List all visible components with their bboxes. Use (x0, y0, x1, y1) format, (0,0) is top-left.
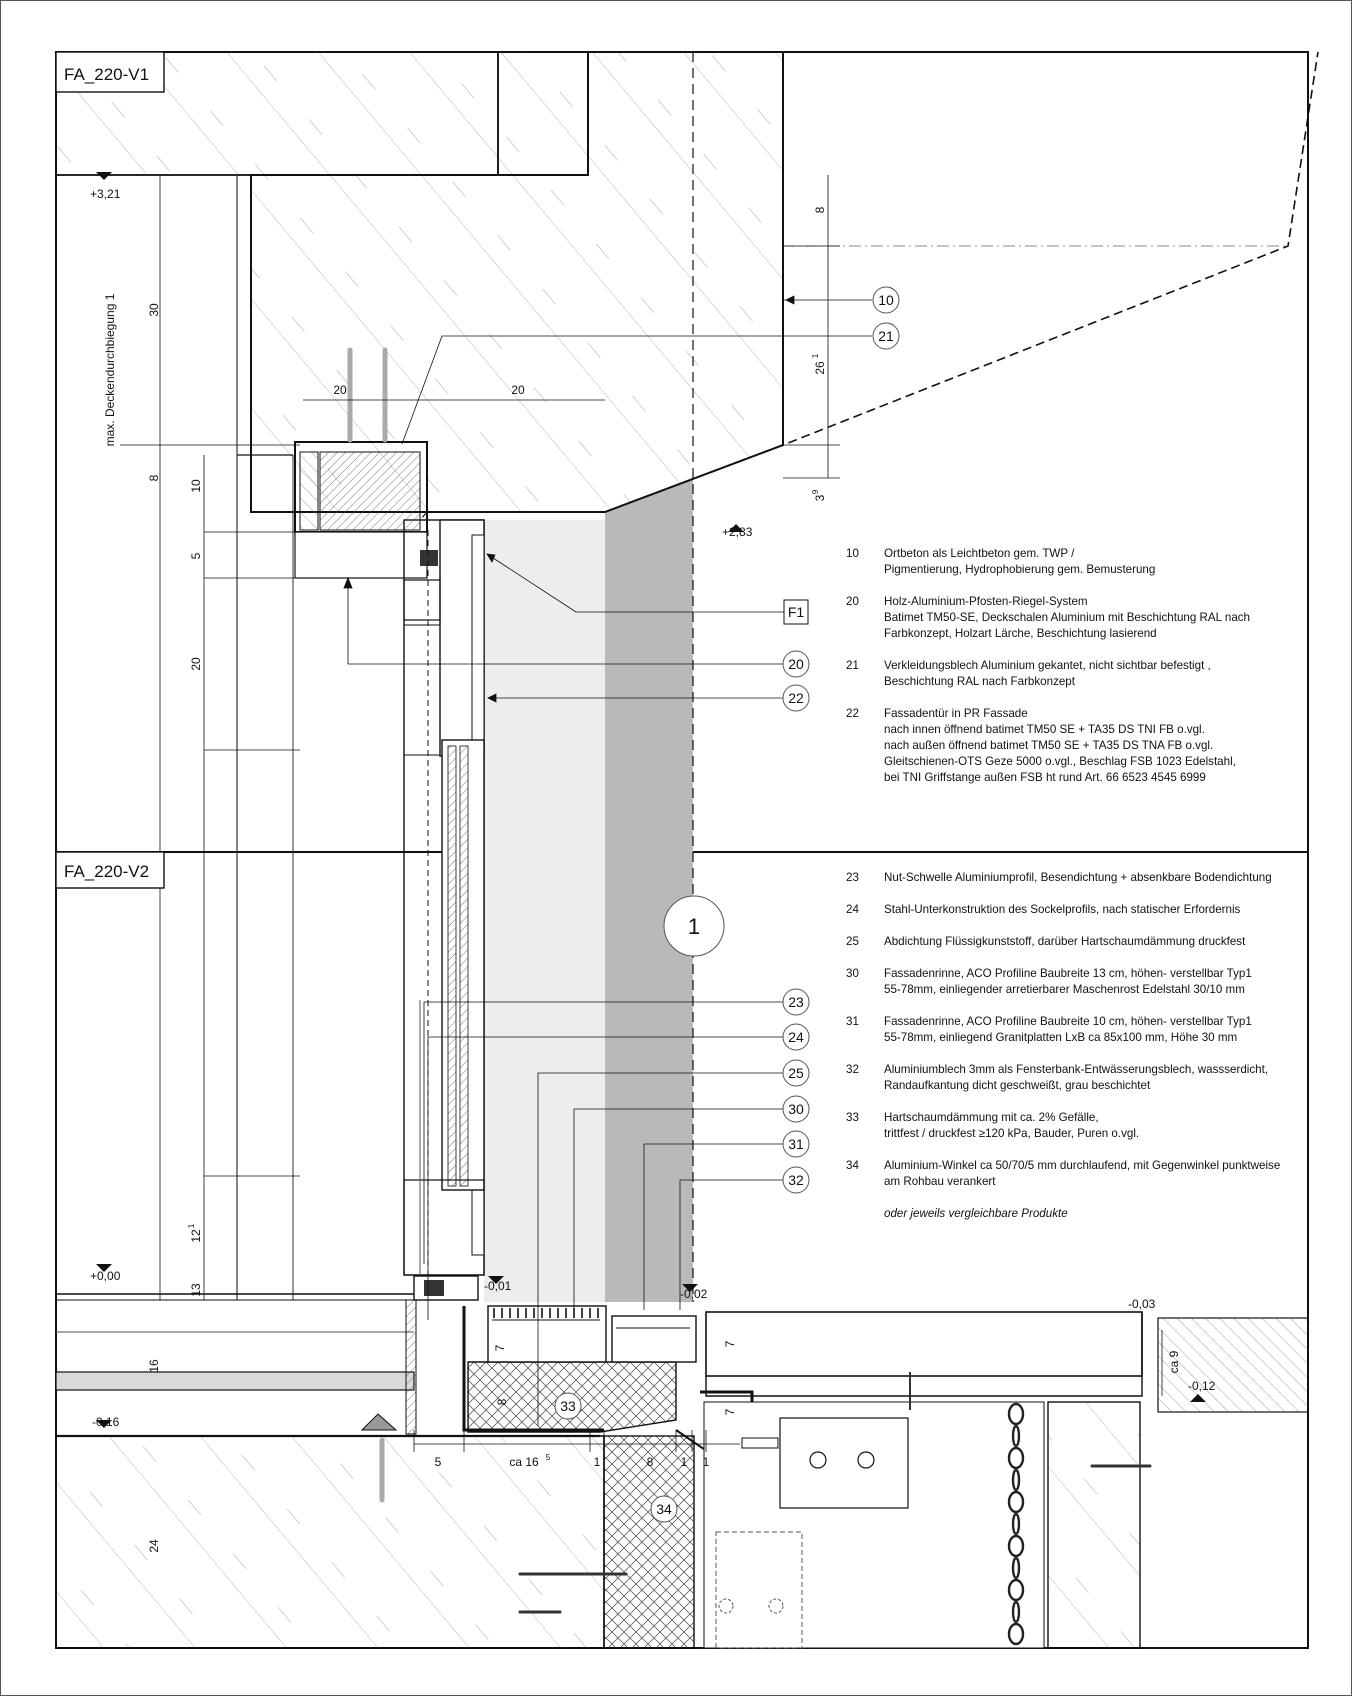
legend-num: 25 (846, 935, 859, 948)
dim-16: 16 (147, 1359, 161, 1373)
dim-5: 5 (189, 552, 203, 560)
legend-num: 21 (846, 659, 859, 672)
dim-8a: 8 (147, 474, 161, 482)
legend-num: 23 (846, 871, 859, 884)
legend-note: oder jeweils vergleichbare Produkte (884, 1207, 1068, 1220)
legend-v1 (846, 546, 1316, 796)
level-inside-step: -0,01 (484, 1279, 512, 1293)
legend-num: 24 (846, 903, 859, 916)
callout-25: 25 (788, 1065, 804, 1081)
level-outside-lower: -0,12 (1188, 1379, 1216, 1393)
detail-title-v1: FA_220-V1 (64, 65, 150, 84)
dim-13: 13 (189, 1283, 203, 1297)
dim-b1c: 1 (702, 1455, 710, 1469)
level-outside-threshold: -0,02 (680, 1287, 708, 1301)
dim-b1b: 1 (680, 1455, 688, 1469)
dim-bca16-sup: 5 (545, 1453, 551, 1462)
callout-32: 32 (788, 1172, 804, 1188)
dim-r26-sup: 1 (811, 353, 820, 359)
callout-31: 31 (788, 1136, 804, 1152)
legend-text: Hartschaumdämmung mit ca. 2% Gefälle, trittfest / druckfest ≥120 kPa, Bauder, Puren o.vgl. (884, 1111, 1140, 1140)
dim-bca16: ca 16 (509, 1455, 539, 1469)
legend-num: 34 (846, 1159, 859, 1172)
dim-30: 30 (147, 303, 161, 317)
legend-text: Verkleidungsblech Aluminium gekantet, nicht sichtbar befestigt , Beschichtung RAL nach Farbkonzept (884, 659, 1211, 688)
dim-20v: 20 (189, 657, 203, 671)
legend-num: 33 (846, 1111, 859, 1124)
dim-20b: 20 (511, 383, 525, 397)
dim-i8: 8 (495, 1398, 509, 1406)
zone-marker: 1 (687, 914, 701, 939)
dim-20a: 20 (333, 383, 347, 397)
level-sill-top: +2,83 (722, 525, 753, 539)
callout-22: 22 (788, 690, 804, 706)
dim-10: 10 (189, 479, 203, 493)
level-floor: +0,00 (90, 1269, 121, 1283)
callout-30: 30 (788, 1101, 804, 1117)
legend-text: Holz-Aluminium-Pfosten-Riegel-System Batimet TM50-SE, Deckschalen Aluminium mit Beschichtung RAL nach Farbkonzept, Holzart Lärche, Beschichtung lasierend (884, 595, 1251, 640)
dim-b5: 5 (434, 1455, 442, 1469)
level-top: +3,21 (90, 187, 121, 201)
legend-text: Aluminiumblech 3mm als Fensterbank-Entwässerungsblech, wassserdicht, Randaufkantung dicht geschweißt, grau beschichtet (884, 1063, 1269, 1092)
dim-i7b: 7 (723, 1340, 737, 1348)
dim-b1a: 1 (593, 1455, 601, 1469)
legend-text: Stahl-Unterkonstruktion des Sockelprofils, nach statischer Erfordernis (884, 903, 1241, 916)
legend-num: 20 (846, 595, 859, 608)
legend-text: Fassadentür in PR Fassade nach innen öffnend batimet TM50 SE + TA35 DS TNI FB o.vgl. nach außen öffnend batimet TM50 SE + TA35 DS TNA FB o.vgl. Gleitschienen-OTS Geze 5000 o.vgl., Beschlag FSB 1023 Edelstahl, bei TNI Griffstange außen FSB ht rund Art. 66 6523 4545 6999 (884, 707, 1236, 784)
callout-10: 10 (878, 292, 894, 308)
dim-24: 24 (147, 1539, 161, 1553)
level-floor-base: -0,16 (92, 1415, 120, 1429)
dim-r8: 8 (813, 206, 827, 214)
legend-num: 30 (846, 967, 859, 980)
dim-r3-sup: 9 (811, 489, 820, 495)
legend-text: Fassadenrinne, ACO Profiline Baubreite 13 cm, höhen- verstellbar Typ1 55-78mm, einliegender arretierbarer Maschenrost Edelstahl 30/10 mm (884, 967, 1252, 996)
dim-12-sup: 1 (187, 1223, 196, 1229)
legend-text: Ortbeton als Leichtbeton gem. TWP / Pigmentierung, Hydrophobierung gem. Bemusterung (884, 547, 1156, 576)
level-outside-paving: -0,03 (1128, 1297, 1156, 1311)
detail-title-v2: FA_220-V2 (64, 862, 150, 881)
legend-v2 (846, 870, 1316, 1230)
legend-num: 31 (846, 1015, 859, 1028)
legend-text: Aluminium-Winkel ca 50/70/5 mm durchlaufend, mit Gegenwinkel punktweise am Rohbau verankert (884, 1159, 1281, 1188)
callout-20: 20 (788, 656, 804, 672)
dim-ca9: ca 9 (1167, 1350, 1181, 1374)
callout-23: 23 (788, 994, 804, 1010)
dim-i7a: 7 (493, 1344, 507, 1352)
dim-r3: 3 (813, 494, 827, 502)
legend-text: Nut-Schwelle Aluminiumprofil, Besendichtung + absenkbare Bodendichtung (884, 871, 1272, 884)
callout-34: 34 (656, 1501, 672, 1517)
legend-text: Fassadenrinne, ACO Profiline Baubreite 10 cm, höhen- verstellbar Typ1 55-78mm, einliegend Granitplatten LxB ca 85x100 mm, Höhe 30 mm (884, 1015, 1252, 1044)
dim-deflection: max. Deckendurchbiegung 1 (103, 293, 117, 447)
dim-12: 12 (189, 1229, 203, 1243)
callout-21: 21 (878, 328, 894, 344)
callout-33: 33 (560, 1398, 576, 1414)
dim-b8: 8 (646, 1455, 654, 1469)
callout-f1: F1 (787, 604, 805, 620)
legend-num: 10 (846, 547, 859, 560)
dim-r26: 26 (813, 361, 827, 375)
legend-text: Abdichtung Flüssigkunststoff, darüber Hartschaumdämmung druckfest (884, 935, 1246, 948)
legend-num: 22 (846, 707, 859, 720)
legend-num: 32 (846, 1063, 859, 1076)
callout-24: 24 (788, 1029, 804, 1045)
dim-i7c: 7 (723, 1408, 737, 1416)
